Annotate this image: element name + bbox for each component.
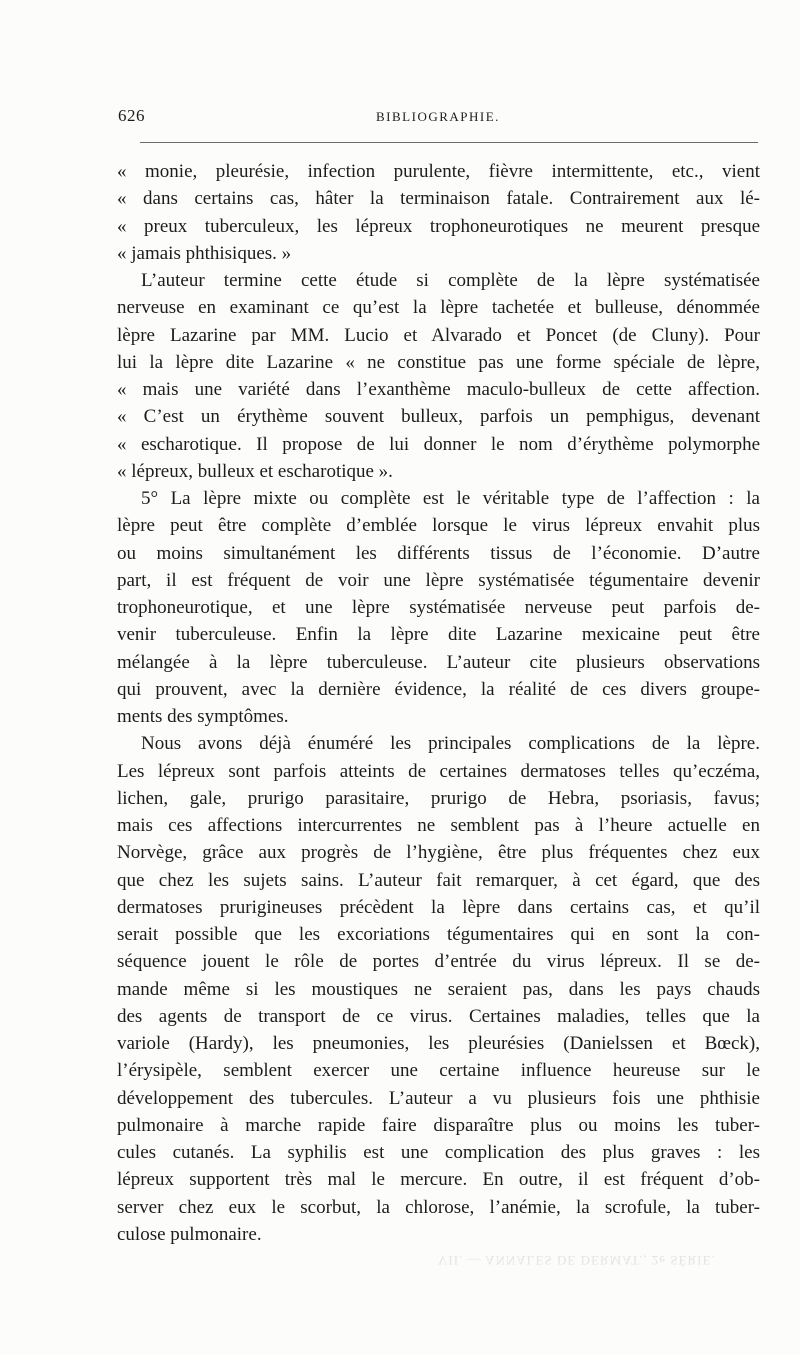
text-line: « jamais phthisiques. » [117, 242, 292, 264]
text-line: part, il est fréquent de voir une lèpre systématisée tégumentaire devenir [117, 569, 760, 591]
show-through-text: VII. — ANNALES DE DERMAT., 2e SÉRIE. [438, 1253, 716, 1268]
text-line: l’érysipèle, semblent exercer une certaine influence heureuse sur le [117, 1060, 760, 1082]
text-line: 5° La lèpre mixte ou complète est le véritable type de l’affection : la [141, 488, 760, 509]
text-line: des agents de transport de ce virus. Certaines maladies, telles que la [117, 1005, 760, 1027]
text-line: pulmonaire à marche rapide faire disparaître plus ou moins les tuber- [117, 1114, 760, 1136]
text-line: développement des tubercules. L’auteur a vu plusieurs fois une phthisie [117, 1087, 760, 1109]
text-line: cules cutanés. La syphilis est une complication des plus graves : les [117, 1142, 760, 1163]
text-line: séquence jouent le rôle de portes d’entrée du virus lépreux. Il se de- [117, 951, 760, 973]
text-line: lui la lèpre dite Lazarine « ne constitue pas une forme spéciale de lèpre, [117, 351, 760, 373]
text-line: lèpre Lazarine par MM. Lucio et Alvarado et Poncet (de Cluny). Pour [117, 324, 760, 346]
body-text [117, 158, 760, 1248]
text-line: lépreux supportent très mal le mercure. En outre, il est fréquent d’ob- [117, 1169, 760, 1191]
page-number: 626 [118, 106, 145, 125]
text-line: lèpre peut être complète d’emblée lorsque le virus lépreux envahit plus [117, 515, 760, 537]
text-line: lichen, gale, prurigo parasitaire, prurigo de Hebra, psoriasis, favus; [117, 787, 760, 809]
text-line: Nous avons déjà énuméré les principales complications de la lèpre. [141, 733, 760, 755]
text-line: mande même si les moustiques ne seraient pas, dans les pays chauds [117, 978, 760, 1000]
text-line: « C’est un érythème souvent bulleux, parfois un pemphigus, devenant [117, 406, 760, 428]
text-line: variole (Hardy), les pneumonies, les pleurésies (Danielssen et Bœck), [117, 1033, 760, 1054]
text-line: Les lépreux sont parfois atteints de certaines dermatoses telles qu’eczéma, [117, 760, 760, 782]
text-line: « monie, pleurésie, infection purulente, fièvre intermittente, etc., vient [117, 161, 760, 182]
header-rule [140, 142, 758, 143]
text-line: « dans certains cas, hâter la terminaison fatale. Contrairement aux lé- [117, 188, 760, 210]
text-line: mais ces affections intercurrentes ne semblent pas à l’heure actuelle en [117, 815, 760, 836]
text-line: que chez les sujets sains. L’auteur fait remarquer, à cet égard, que des [117, 869, 760, 891]
text-line: « escharotique. Il propose de lui donner le nom d’érythème polymorphe [117, 433, 760, 455]
text-line: Norvège, grâce aux progrès de l’hygiène, être plus fréquentes chez eux [117, 842, 760, 864]
text-line: server chez eux le scorbut, la chlorose, l’anémie, la scrofule, la tuber- [117, 1196, 760, 1218]
text-line: « preux tuberculeux, les lépreux trophoneurotiques ne meurent presque [117, 215, 760, 237]
text-line: « lépreux, bulleux et escharotique ». [117, 460, 393, 482]
text-line: culose pulmonaire. [117, 1223, 262, 1245]
text-line: L’auteur termine cette étude si complète de la lèpre systématisée [141, 270, 760, 291]
text-line: serait possible que les excoriations tégumentaires qui en sont la con- [117, 924, 760, 945]
text-line: ou moins simultanément les différents tissus de l’économie. D’autre [117, 542, 760, 564]
text-line: qui prouvent, avec la dernière évidence, la réalité de ces divers groupe- [117, 678, 760, 700]
text-line: mélangée à la lèpre tuberculeuse. L’auteur cite plusieurs observations [117, 651, 760, 673]
text-line: trophoneurotique, et une lèpre systématisée nerveuse peut parfois de- [117, 597, 760, 618]
page-header [118, 106, 758, 130]
text-line: nerveuse en examinant ce qu’est la lèpre tachetée et bulleuse, dénommée [117, 297, 760, 319]
running-title: BIBLIOGRAPHIE. [376, 109, 500, 124]
text-line: venir tuberculeuse. Enfin la lèpre dite Lazarine mexicaine peut être [117, 624, 760, 646]
text-line: ments des symptômes. [117, 706, 289, 727]
text-line: « mais une variété dans l’exanthème maculo-bulleux de cette affection. [117, 379, 760, 400]
text-line: dermatoses prurigineuses précèdent la lèpre dans certains cas, et qu’il [117, 896, 760, 918]
